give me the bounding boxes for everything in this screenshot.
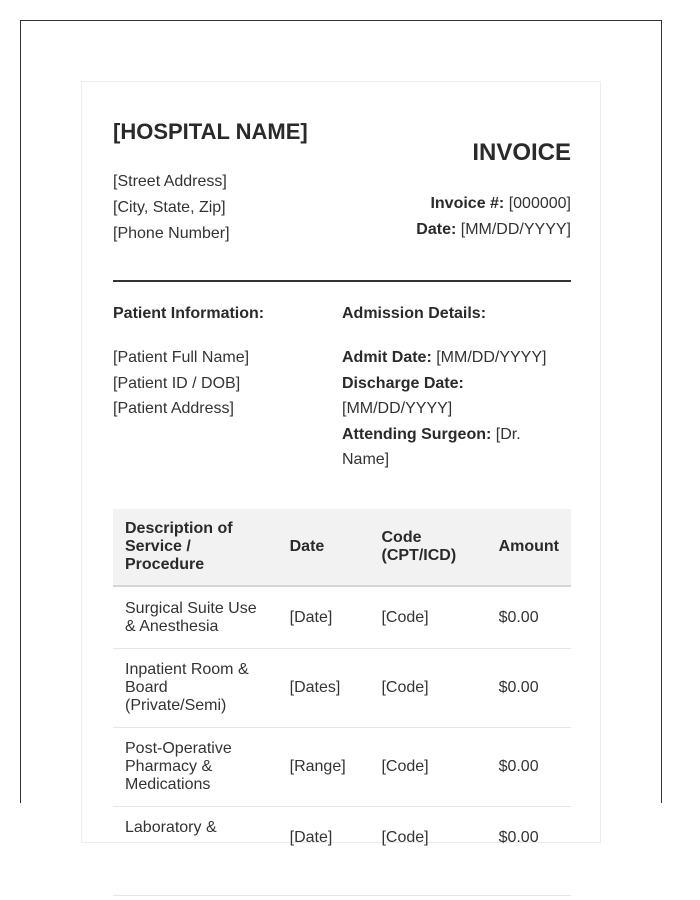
page-frame xyxy=(20,20,662,846)
table-row xyxy=(113,807,571,896)
cell-date: [Date] xyxy=(278,807,370,896)
invoice-document xyxy=(81,81,601,846)
column-header-date: Date xyxy=(278,509,370,586)
services-table xyxy=(113,509,571,896)
cell-description: Surgical Suite Use & Anesthesia xyxy=(113,586,278,649)
cell-amount: $0.00 xyxy=(487,807,571,896)
column-header-code: Code (CPT/ICD) xyxy=(369,509,486,586)
street-address: [Street Address] xyxy=(113,173,227,190)
cell-description: Inpatient Room & Board (Private/Semi) xyxy=(113,649,278,728)
cell-amount: $0.00 xyxy=(487,586,571,649)
column-header-description: Description of Service / Procedure xyxy=(113,509,278,586)
cell-code: [Code] xyxy=(369,728,486,807)
patient-full-name: [Patient Full Name] xyxy=(113,349,250,366)
admission-details xyxy=(342,304,571,473)
table-header-row xyxy=(113,509,571,586)
invoice-number-value: [000000] xyxy=(504,195,571,212)
column-header-amount: Amount xyxy=(487,509,571,586)
phone-number: [Phone Number] xyxy=(113,225,230,242)
invoice-date xyxy=(416,217,571,243)
attending-surgeon xyxy=(342,422,571,473)
patient-address: [Patient Address] xyxy=(113,400,234,417)
invoice-number-label: Invoice #: xyxy=(430,195,505,212)
patient-id-dob: [Patient ID / DOB] xyxy=(113,374,241,392)
patient-details xyxy=(113,345,333,422)
attending-surgeon-label: Attending Surgeon: xyxy=(342,425,492,443)
cell-code: [Code] xyxy=(369,649,486,728)
invoice-number xyxy=(416,191,571,217)
city-state-zip: [City, State, Zip] xyxy=(113,199,226,216)
discharge-date-label: Discharge Date: xyxy=(342,374,464,392)
hospital-name: [HOSPITAL NAME] xyxy=(113,119,308,144)
cell-description: Post-Operative Pharmacy & Medications xyxy=(113,728,278,807)
header-divider xyxy=(113,280,571,282)
admit-date-label: Admit Date: xyxy=(342,349,432,366)
invoice-date-value: [MM/DD/YYYY] xyxy=(456,221,571,238)
cell-code: [Code] xyxy=(369,586,486,649)
table-row xyxy=(113,586,571,649)
admit-date-value: [MM/DD/YYYY] xyxy=(431,349,547,366)
invoice-title: INVOICE xyxy=(472,139,571,166)
cell-amount: $0.00 xyxy=(487,728,571,807)
cell-description: Laboratory & xyxy=(113,807,278,896)
admit-date xyxy=(342,345,571,371)
patient-heading: Patient Information: xyxy=(113,305,265,322)
patient-information xyxy=(113,304,333,422)
admission-lines xyxy=(342,345,571,473)
cell-date: [Dates] xyxy=(278,649,370,728)
attending-surgeon-value: [Dr. Name] xyxy=(342,425,521,468)
admission-heading: Admission Details: xyxy=(342,305,487,322)
cell-code: [Code] xyxy=(369,807,486,896)
cell-date: [Range] xyxy=(278,728,370,807)
discharge-date-value: [MM/DD/YYYY] xyxy=(342,400,453,417)
invoice-meta xyxy=(416,191,571,243)
cell-amount: $0.00 xyxy=(487,649,571,728)
invoice-date-label: Date: xyxy=(416,221,457,238)
hospital-address xyxy=(113,169,230,247)
table-row xyxy=(113,649,571,728)
cell-date: [Date] xyxy=(278,586,370,649)
table-row xyxy=(113,728,571,807)
